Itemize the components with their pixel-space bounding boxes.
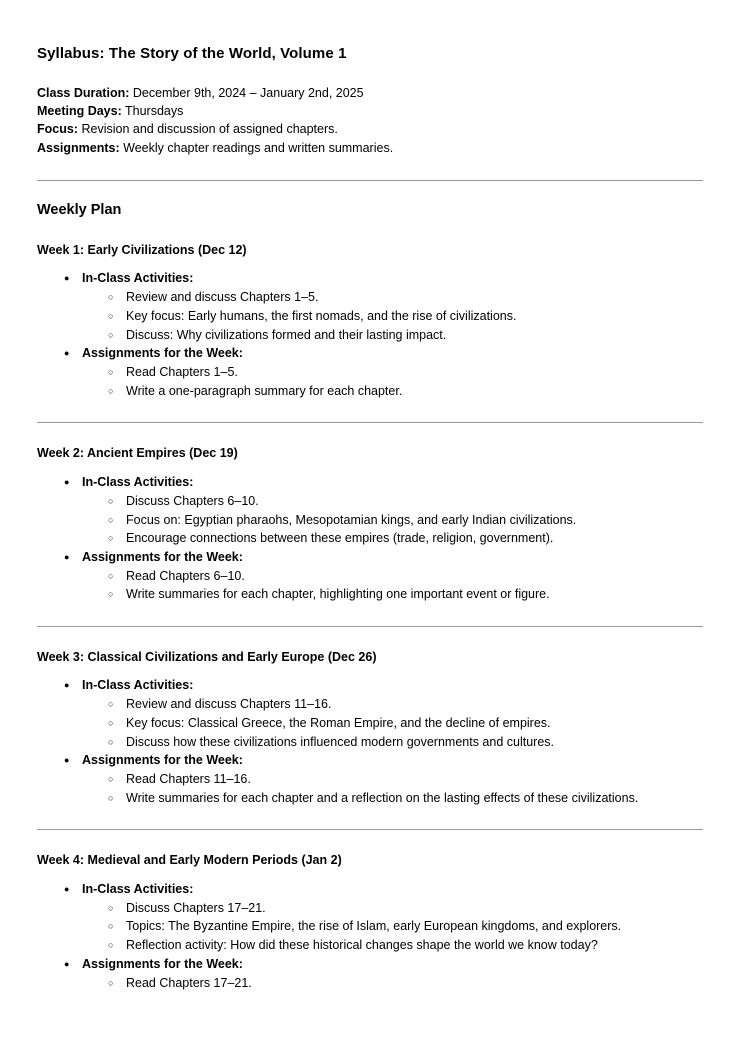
week-heading: Week 2: Ancient Empires (Dec 19) (37, 446, 238, 461)
meta-value: Thursdays (125, 103, 184, 118)
divider (37, 626, 703, 627)
divider (37, 422, 703, 423)
list-item: ○ Topics: The Byzantine Empire, the rise of Islam, early European kingdoms, and explorers. (82, 917, 703, 936)
meta-row (37, 139, 703, 157)
group-in-class-activities (37, 880, 703, 955)
week-groups (37, 269, 703, 400)
week-groups (37, 676, 703, 807)
list-item: ○ Reflection activity: How did these historical changes shape the world we know today? (82, 936, 703, 955)
list-item: ○ Read Chapters 6–10. (82, 567, 703, 586)
group-items (82, 899, 703, 955)
group-label: ● Assignments for the Week: (82, 549, 243, 564)
group-in-class-activities (37, 473, 703, 548)
meta-row (37, 102, 703, 120)
week-block (37, 852, 703, 992)
week-heading: Week 1: Early Civilizations (Dec 12) (37, 242, 247, 257)
divider (37, 180, 703, 181)
list-item: ○ Review and discuss Chapters 1–5. (82, 288, 703, 307)
week-groups (37, 473, 703, 604)
meta-row (37, 120, 703, 138)
list-item: ○ Write a one-paragraph summary for each chapter. (82, 382, 703, 401)
meta-value: Revision and discussion of assigned chapters. (81, 122, 338, 137)
group-label: ● In-Class Activities: (82, 678, 194, 693)
week-heading: Week 4: Medieval and Early Modern Periods (Jan 2) (37, 853, 342, 868)
meta-value: December 9th, 2024 – January 2nd, 2025 (132, 85, 364, 100)
list-item: ○ Review and discuss Chapters 11–16. (82, 695, 703, 714)
group-items (82, 974, 703, 993)
meta-value: Weekly chapter readings and written summaries. (123, 140, 394, 155)
group-in-class-activities (37, 676, 703, 751)
meta-label: Focus: (37, 122, 78, 137)
list-item: ○ Write summaries for each chapter, highlighting one important event or figure. (82, 585, 703, 604)
group-assignments (37, 955, 703, 993)
meta-label: Meeting Days: (37, 103, 122, 118)
group-label: ● In-Class Activities: (82, 881, 194, 896)
group-label: ● Assignments for the Week: (82, 753, 243, 768)
meta-label: Class Duration: (37, 85, 130, 100)
divider (37, 829, 703, 830)
list-item: ○ Discuss how these civilizations influenced modern governments and cultures. (82, 733, 703, 752)
list-item: ○ Write summaries for each chapter and a reflection on the lasting effects of these civilizations. (82, 789, 703, 808)
group-in-class-activities (37, 269, 703, 344)
week-block (37, 242, 703, 400)
list-item: ○ Key focus: Classical Greece, the Roman Empire, and the decline of empires. (82, 714, 703, 733)
page-title: Syllabus: The Story of the World, Volume 1 (37, 45, 347, 62)
list-item: ○ Discuss Chapters 6–10. (82, 492, 703, 511)
group-assignments (37, 344, 703, 400)
list-item: ○ Discuss: Why civilizations formed and their lasting impact. (82, 326, 703, 345)
group-items (82, 492, 703, 548)
list-item: ○ Focus on: Egyptian pharaohs, Mesopotamian kings, and early Indian civilizations. (82, 511, 703, 530)
meta-label: Assignments: (37, 140, 120, 155)
list-item: ○ Read Chapters 17–21. (82, 974, 703, 993)
list-item: ○ Read Chapters 1–5. (82, 363, 703, 382)
list-item: ○ Read Chapters 11–16. (82, 770, 703, 789)
group-label: ● In-Class Activities: (82, 271, 194, 286)
syllabus-metadata (37, 84, 703, 158)
list-item: ○ Discuss Chapters 17–21. (82, 899, 703, 918)
group-items (82, 770, 703, 807)
group-items (82, 567, 703, 604)
week-heading: Week 3: Classical Civilizations and Early Europe (Dec 26) (37, 649, 377, 664)
group-items (82, 288, 703, 344)
group-items (82, 363, 703, 400)
group-label: ● Assignments for the Week: (82, 346, 243, 361)
week-block (37, 649, 703, 807)
group-assignments (37, 751, 703, 807)
meta-row (37, 84, 703, 102)
group-items (82, 695, 703, 751)
group-label: ● Assignments for the Week: (82, 956, 243, 971)
list-item: ○ Encourage connections between these empires (trade, religion, government). (82, 529, 703, 548)
group-assignments (37, 548, 703, 604)
group-label: ● In-Class Activities: (82, 474, 194, 489)
week-block (37, 445, 703, 603)
list-item: ○ Key focus: Early humans, the first nomads, and the rise of civilizations. (82, 307, 703, 326)
section-title: Weekly Plan (37, 202, 122, 219)
week-groups (37, 880, 703, 992)
